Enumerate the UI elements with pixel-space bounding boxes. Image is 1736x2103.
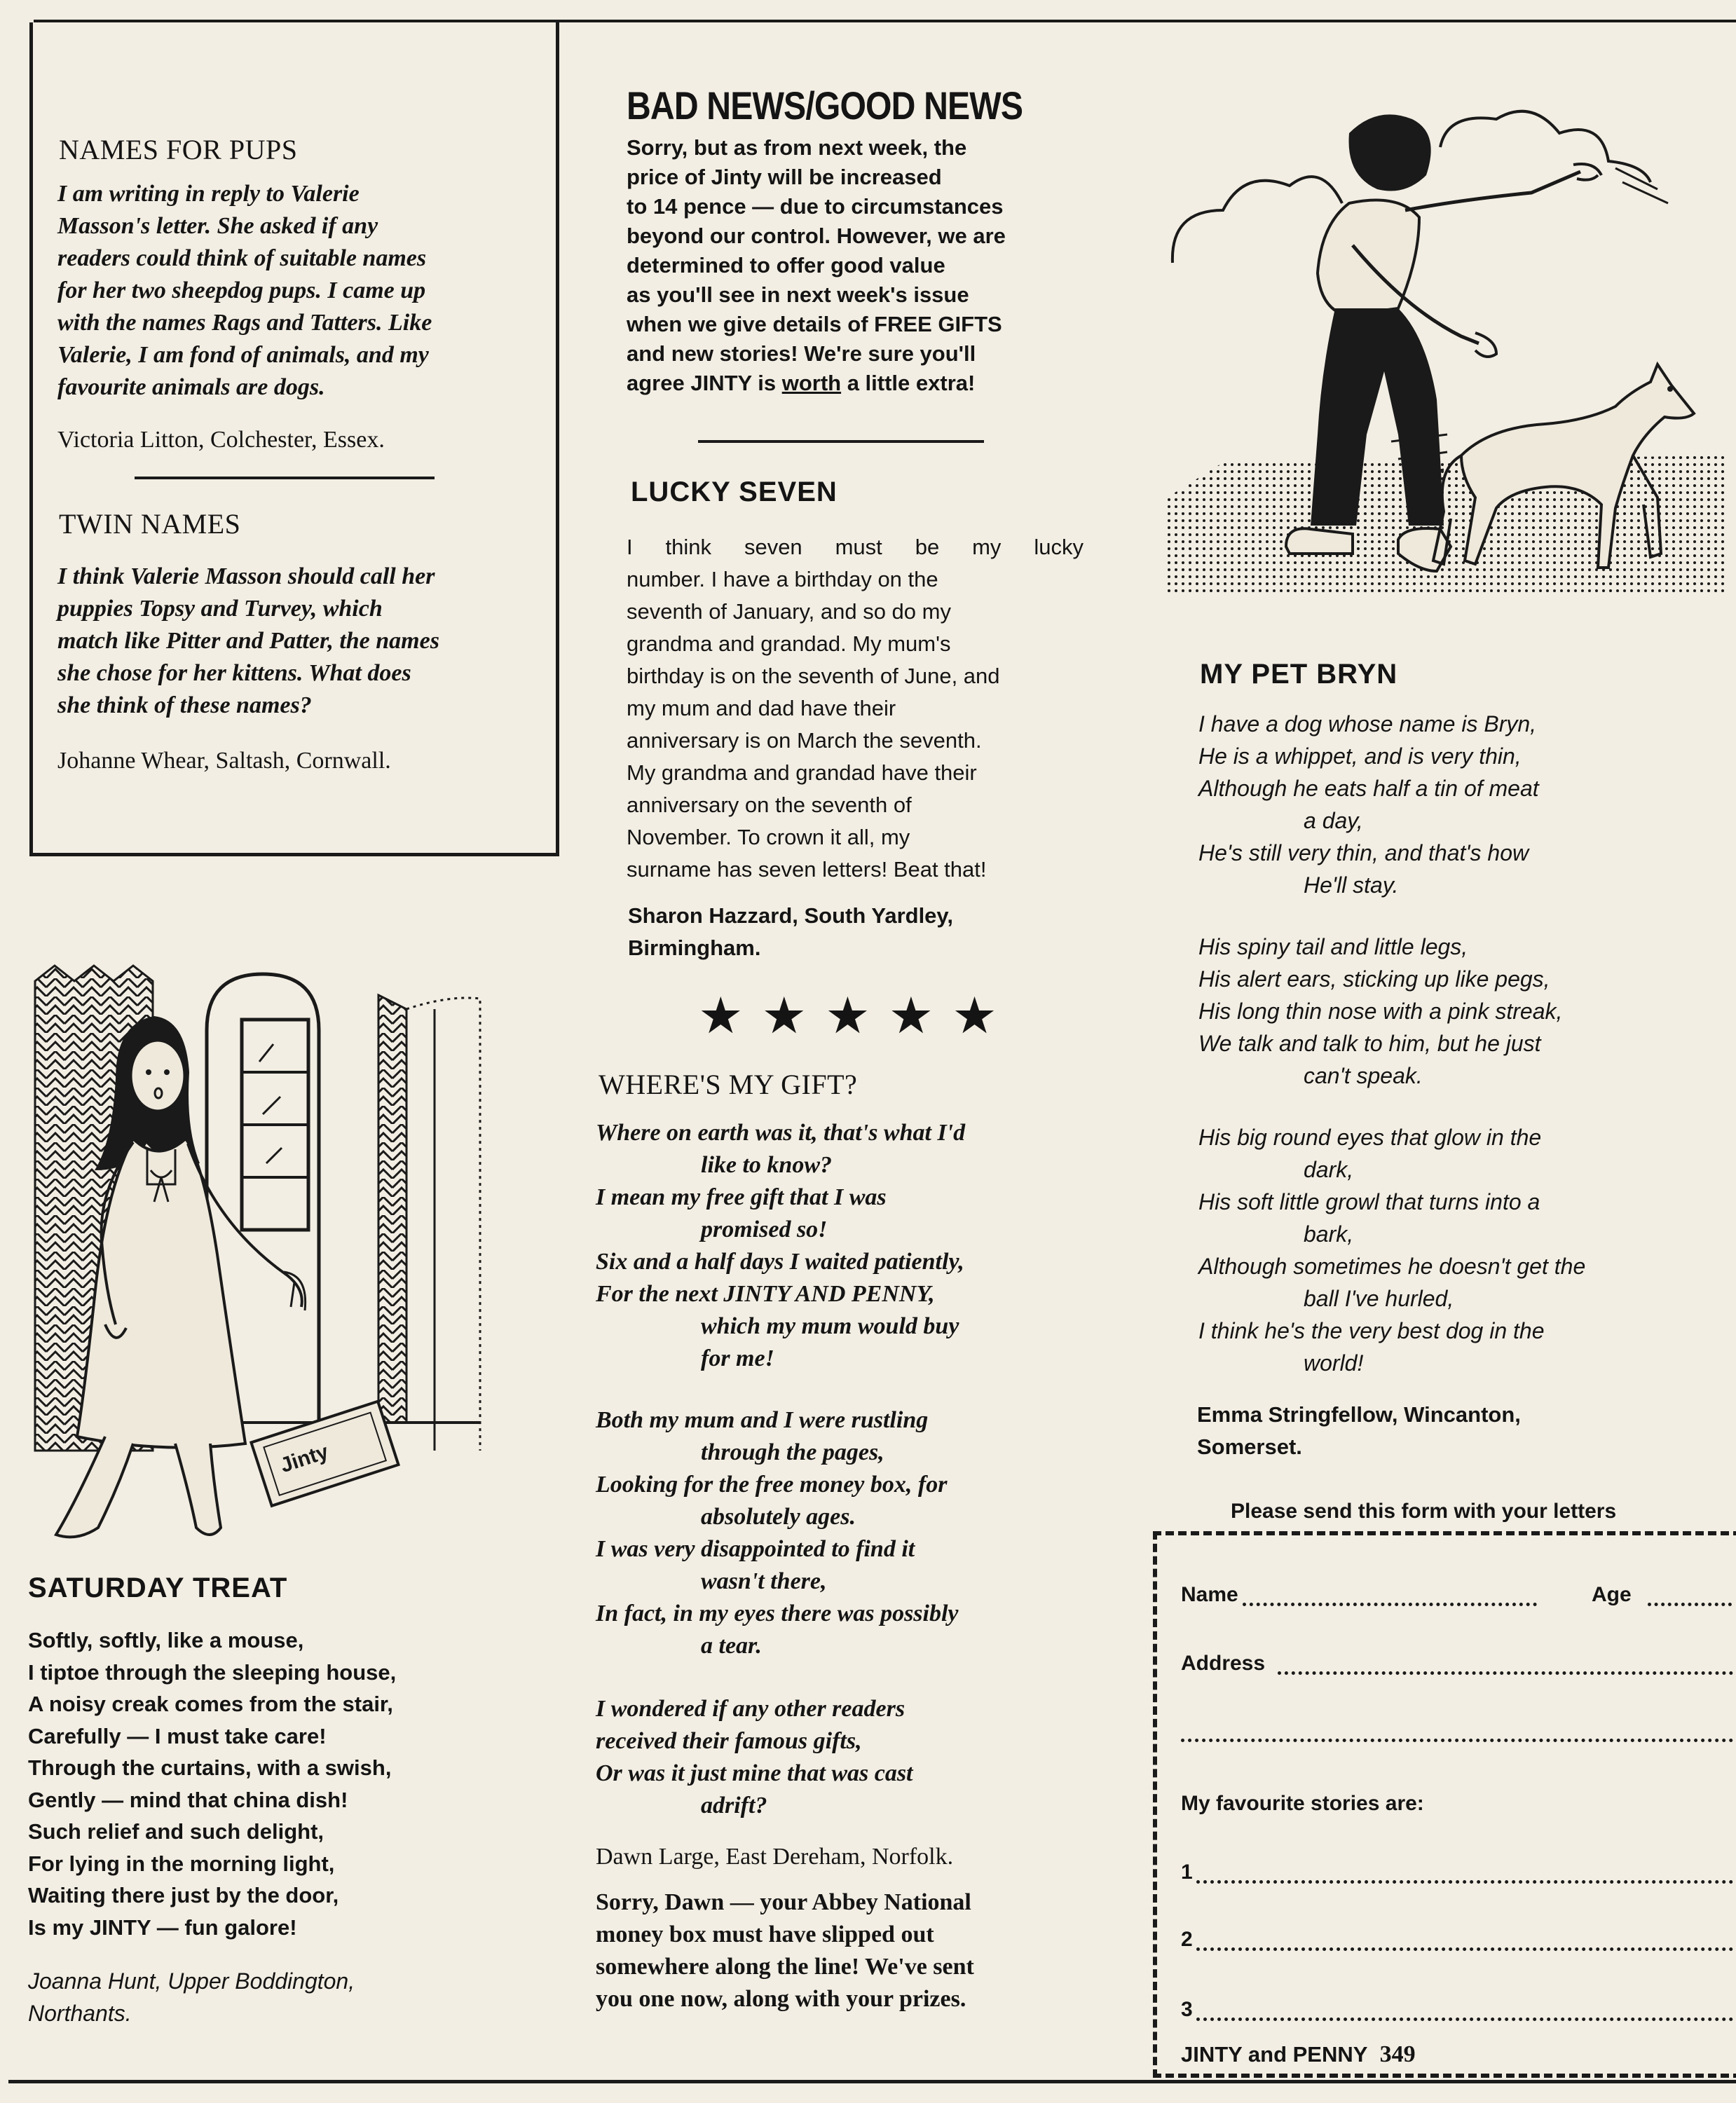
twin-names-letter: I think Valerie Masson should call her puppies Topsy and Turvey, which match like Pitter and Patter, the names she chose for her kittens. What does she think of these names? (57, 563, 439, 718)
address-label: Address (1181, 1652, 1266, 1675)
saturday-treat-signature: Joanna Hunt, Upper Boddington, Northants. (28, 1968, 355, 2026)
favourite-stories-label: My favourite stories are: (1181, 1792, 1424, 1815)
names-for-pups-letter: I am writing in reply to Valerie Masson's letter. She asked if any readers could think of suitable names for her two sheepdog pups. I came up with the names Rags and Tatters. Like Valerie, I am fond of animals, and my favourite animals are dogs. (57, 181, 432, 400)
bottom-rule (8, 2080, 1736, 2083)
age-label: Age (1592, 1583, 1632, 1606)
story-2-label: 2 (1181, 1928, 1193, 1951)
reader-form (1153, 1531, 1736, 2078)
form-caption: Please send this form with your letters (1231, 1500, 1617, 1523)
saturday-treat-heading: SATURDAY TREAT (28, 1573, 288, 1603)
divider (698, 440, 984, 443)
star-divider: ★★★★★ (698, 988, 1016, 1044)
divider (135, 477, 435, 479)
page-number: 349 (1379, 2041, 1416, 2067)
story-2-field[interactable] (1196, 1947, 1733, 1951)
address-field-line-1[interactable] (1278, 1671, 1733, 1675)
story-3-label: 3 (1181, 1998, 1193, 2021)
lucky-seven-heading: LUCKY SEVEN (631, 477, 838, 507)
my-pet-bryn-stanza-1: I have a dog whose name is Bryn, He is a whippet, and is very thin, Although he eats half a tin of meat a day, He's still very thin, and that's how He'll stay. (1198, 711, 1539, 898)
footer-title: JINTY and PENNY 349 (1181, 2041, 1416, 2067)
my-pet-bryn-stanza-3: His big round eyes that glow in the dark, His soft little growl that turns into a bark, Although sometimes he doesn't get the ball I've hurled, I think he's the very best dog in the world! (1198, 1125, 1586, 1376)
name-field[interactable] (1243, 1603, 1537, 1606)
wheres-my-gift-heading: WHERE'S MY GIFT? (599, 1069, 858, 1100)
wheres-my-gift-stanza-1: Where on earth was it, that's what I'd like to know? I mean my free gift that I was promised so! Six and a half days I waited patiently, For the next JINTY AND PENNY, which my mum would buy for me! (596, 1120, 966, 1371)
girl-at-door-illustration (28, 960, 505, 1556)
saturday-treat-poem: Softly, softly, like a mouse, I tiptoe through the sleeping house, A noisy creak comes from the stair, Carefully — I must take care! Through the curtains, with a swish, Gently — mind that china dish! Such relief and such delight, For lying in the morning light, Waiting there just by the door, Is my JINTY — fun galore! (28, 1628, 397, 1940)
editor-reply: Sorry, Dawn — your Abbey National money box must have slipped out somewhere along the line! We've sent you one now, along with your prizes. (596, 1889, 974, 2012)
address-field-line-2[interactable] (1181, 1739, 1733, 1742)
worth-underlined: worth (781, 371, 842, 395)
bad-news-heading: BAD NEWS/GOOD NEWS (627, 83, 1023, 128)
bad-news-body: Sorry, but as from next week, the price of Jinty will be increased to 14 pence — due to circumstances beyond our control. However, we are determined to offer good value as you'll see in next week's issue when we give details of FREE GIFTS and new stories! We're sure you'll agree JINTY is worth a little extra! (627, 135, 1006, 395)
name-label: Name (1181, 1583, 1238, 1606)
story-3-field[interactable] (1196, 2018, 1733, 2021)
my-pet-bryn-heading: MY PET BRYN (1200, 659, 1398, 690)
wheres-my-gift-signature: Dawn Large, East Dereham, Norfolk. (596, 1844, 954, 1870)
story-1-label: 1 (1181, 1861, 1193, 1884)
names-for-pups-heading: NAMES FOR PUPS (59, 134, 298, 165)
wheres-my-gift-stanza-3: I wondered if any other readers received their famous gifts, Or was it just mine that was cast adrift? (596, 1696, 913, 1818)
age-field[interactable] (1648, 1603, 1732, 1606)
twin-names-heading: TWIN NAMES (59, 508, 241, 540)
story-1-field[interactable] (1196, 1880, 1733, 1884)
names-for-pups-signature: Victoria Litton, Colchester, Essex. (57, 427, 385, 453)
lucky-seven-signature: Sharon Hazzard, South Yardley, Birmingham. (628, 903, 953, 960)
lucky-seven-letter: I think seven must be my lucky number. I have a birthday on the seventh of January, and so do my grandma and grandad. My mum's birthday is on the seventh of June, and my mum and dad have their anniversary is on March the seventh. My grandma and grandad have their anniversary on the seventh of November. To crown it all, my surname has seven letters! Beat that! (627, 535, 1084, 882)
my-pet-bryn-signature: Emma Stringfellow, Wincanton, Somerset. (1197, 1402, 1521, 1459)
wheres-my-gift-stanza-2: Both my mum and I were rustling through the pages, Looking for the free money box, for absolutely ages. I was very disappointed to find it wasn't there, In fact, in my eyes there was possibly a tear. (596, 1407, 959, 1659)
my-pet-bryn-stanza-2: His spiny tail and little legs, His alert ears, sticking up like pegs, His long thin nose with a pink streak, We talk and talk to him, but he just can't speak. (1198, 934, 1563, 1088)
magazine-cover-text: Jinty (277, 1440, 332, 1478)
twin-names-signature: Johanne Whear, Saltash, Cornwall. (57, 748, 391, 774)
dog-and-owner-illustration (1167, 105, 1728, 603)
